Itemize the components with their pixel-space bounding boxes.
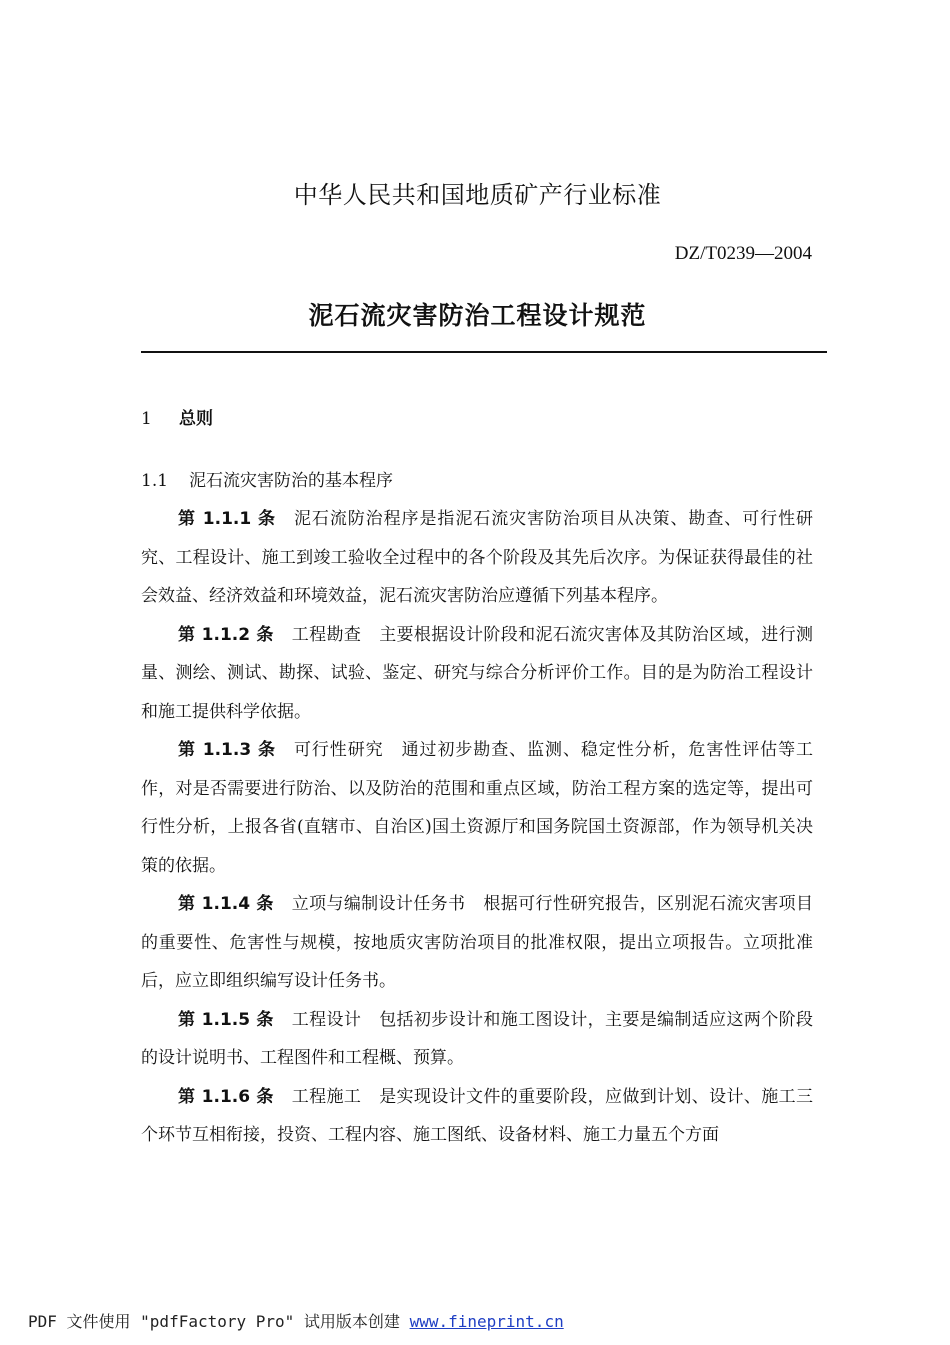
clause-topic: 可行性研究 [293, 740, 384, 760]
standard-number: DZ/T0239—2004 [674, 243, 812, 264]
clause-label: 第 1.1.2 条 [178, 624, 274, 645]
clause-text: 包括初步设计和施工图设计，主要是编制适应这两个阶段的设计说明书、工程图件和工程概、预算。 [141, 1009, 813, 1068]
org-title: 中华人民共和国地质矿产行业标准 [293, 181, 662, 209]
clauses-body [141, 500, 813, 1155]
clause-topic: 工程施工 [291, 1086, 362, 1107]
clause-label: 第 1.1.6 条 [178, 1086, 274, 1107]
clause-topic: 工程勘查 [291, 624, 362, 645]
clause-label: 第 1.1.1 条 [178, 509, 276, 529]
clause-paragraph [141, 1001, 813, 1078]
clause-text: 泥石流防治程序是指泥石流灾害防治项目从决策、勘查、可行性研究、工程设计、施工到竣工验收全过程中的各个阶段及其先后次序。为保证获得最佳的社会效益、经济效益和环境效益，泥石流灾害防治应遵循下列基本程序。 [141, 509, 813, 606]
pdf-footer [28, 1309, 564, 1332]
clause-label: 第 1.1.5 条 [178, 1009, 274, 1030]
subsection-number: 1.1 [141, 471, 169, 491]
clause-paragraph [141, 1078, 813, 1155]
document-title: 泥石流灾害防治工程设计规范 [308, 301, 647, 330]
title-divider [141, 351, 827, 353]
clause-label: 第 1.1.3 条 [178, 740, 276, 760]
footer-text: PDF 文件使用 "pdfFactory Pro" 试用版本创建 [28, 1312, 400, 1331]
subsection-title: 泥石流灾害防治的基本程序 [189, 471, 393, 491]
clause-paragraph [141, 731, 813, 885]
subsection-heading [141, 466, 393, 491]
clause-paragraph [141, 885, 813, 1001]
clause-paragraph [141, 500, 813, 616]
footer-link[interactable]: www.fineprint.cn [409, 1312, 564, 1331]
clause-text: 主要根据设计阶段和泥石流灾害体及其防治区域，进行测量、测绘、测试、勘探、试验、鉴定、研究与综合分析评价工作。目的是为防治工程设计和施工提供科学依据。 [141, 624, 813, 722]
clause-paragraph [141, 616, 813, 732]
section-title: 总则 [179, 409, 213, 429]
clause-topic: 立项与编制设计任务书 [291, 894, 466, 914]
section-heading [141, 404, 213, 429]
clause-text: 根据可行性研究报告，区别泥石流灾害项目的重要性、危害性与规模，按地质灾害防治项目的批准权限，提出立项报告。立项批准后，应立即组织编写设计任务书。 [141, 894, 813, 991]
clause-label: 第 1.1.4 条 [178, 894, 274, 914]
clause-text: 是实现设计文件的重要阶段，应做到计划、设计、施工三个环节互相衔接，投资、工程内容、施工图纸、设备材料、施工力量五个方面 [141, 1086, 813, 1145]
section-number: 1 [141, 409, 152, 429]
clause-text: 通过初步勘查、监测、稳定性分析，危害性评估等工作，对是否需要进行防治、以及防治的范围和重点区域，防治工程方案的选定等，提出可行性分析，上报各省(直辖市、自治区)国土资源厅和国务院国土资源部，作为领导机关决策的依据。 [141, 740, 813, 876]
clause-topic: 工程设计 [291, 1009, 362, 1030]
